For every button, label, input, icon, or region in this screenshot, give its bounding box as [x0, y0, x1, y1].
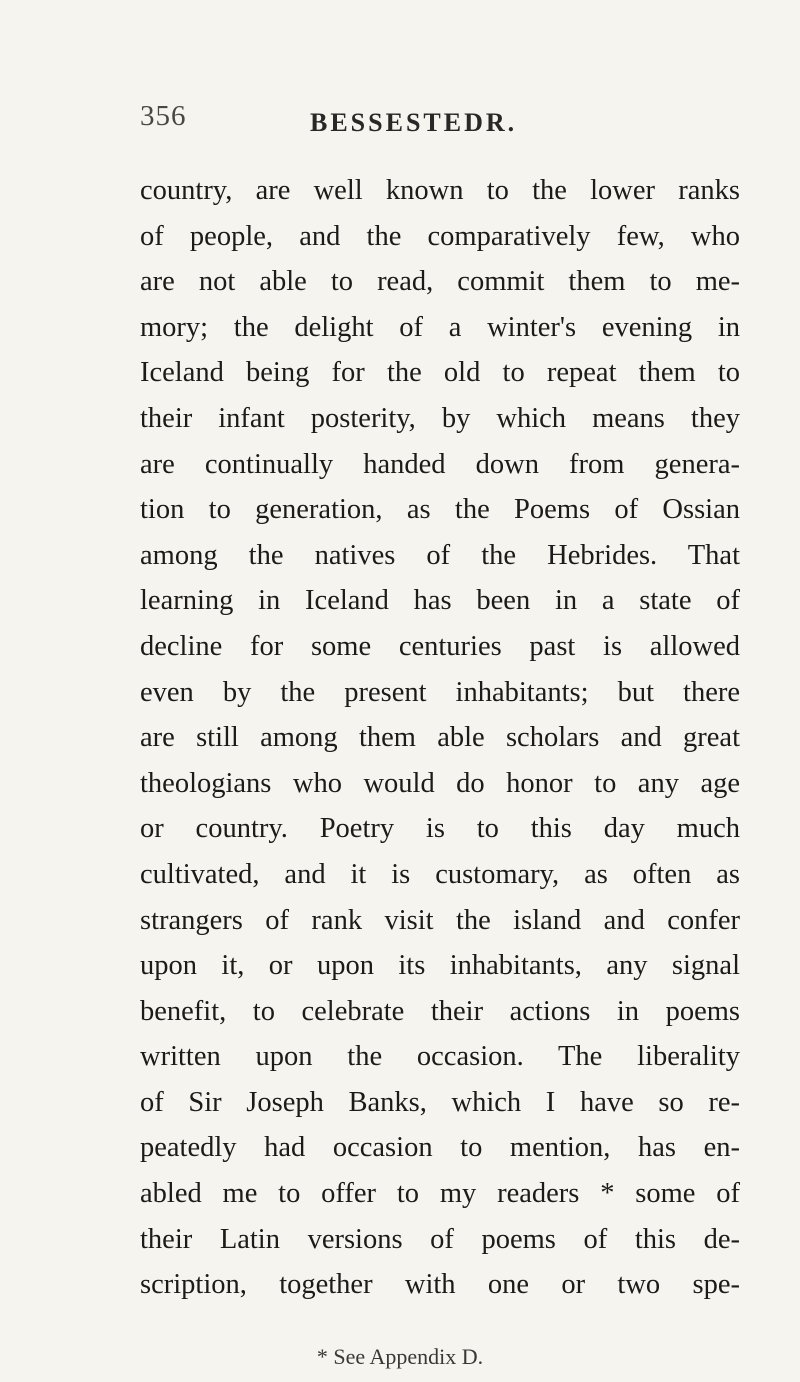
text-line: among the natives of the Hebrides. That	[140, 539, 740, 571]
text-line: abled me to offer to my readers * some of	[140, 1178, 740, 1210]
text-line: strangers of rank visit the island and confer	[140, 904, 740, 936]
text-line: learning in Iceland has been in a state of	[140, 585, 740, 617]
text-line: tion to generation, as the Poems of Ossian	[140, 494, 740, 526]
footnote: * See Appendix D.	[316, 1344, 484, 1369]
text-line: written upon the occasion. The liberality	[140, 1041, 740, 1073]
text-line: or country. Poetry is to this day much	[140, 813, 740, 845]
body-text	[140, 168, 740, 1308]
text-line: country, are well known to the lower ranks	[140, 175, 740, 206]
text-line: Iceland being for the old to repeat them to	[140, 357, 740, 389]
text-line: of Sir Joseph Banks, which I have so re-	[140, 1086, 740, 1118]
running-head: BESSESTEDR.	[310, 108, 518, 137]
text-line: peatedly had occasion to mention, has en-	[140, 1132, 740, 1164]
text-line: mory; the delight of a winter's evening in	[140, 311, 740, 343]
text-line: are still among them able scholars and great	[140, 722, 740, 754]
text-line: theologians who would do honor to any age	[140, 767, 740, 799]
text-line: even by the present inhabitants; but there	[140, 676, 740, 708]
text-line: their Latin versions of poems of this de-	[140, 1223, 740, 1255]
text-line: upon it, or upon its inhabitants, any signal	[140, 950, 740, 982]
text-line: of people, and the comparatively few, who	[140, 220, 740, 252]
text-line: scription, together with one or two spe-	[140, 1269, 740, 1301]
text-line: are continually handed down from genera-	[140, 448, 740, 480]
text-line: benefit, to celebrate their actions in poems	[140, 995, 740, 1027]
text-line: cultivated, and it is customary, as often as	[140, 858, 740, 890]
text-line: are not able to read, commit them to me-	[140, 266, 740, 298]
text-line: their infant posterity, by which means they	[140, 402, 740, 434]
text-line: decline for some centuries past is allowed	[140, 630, 740, 662]
page-number: 356	[140, 100, 187, 132]
